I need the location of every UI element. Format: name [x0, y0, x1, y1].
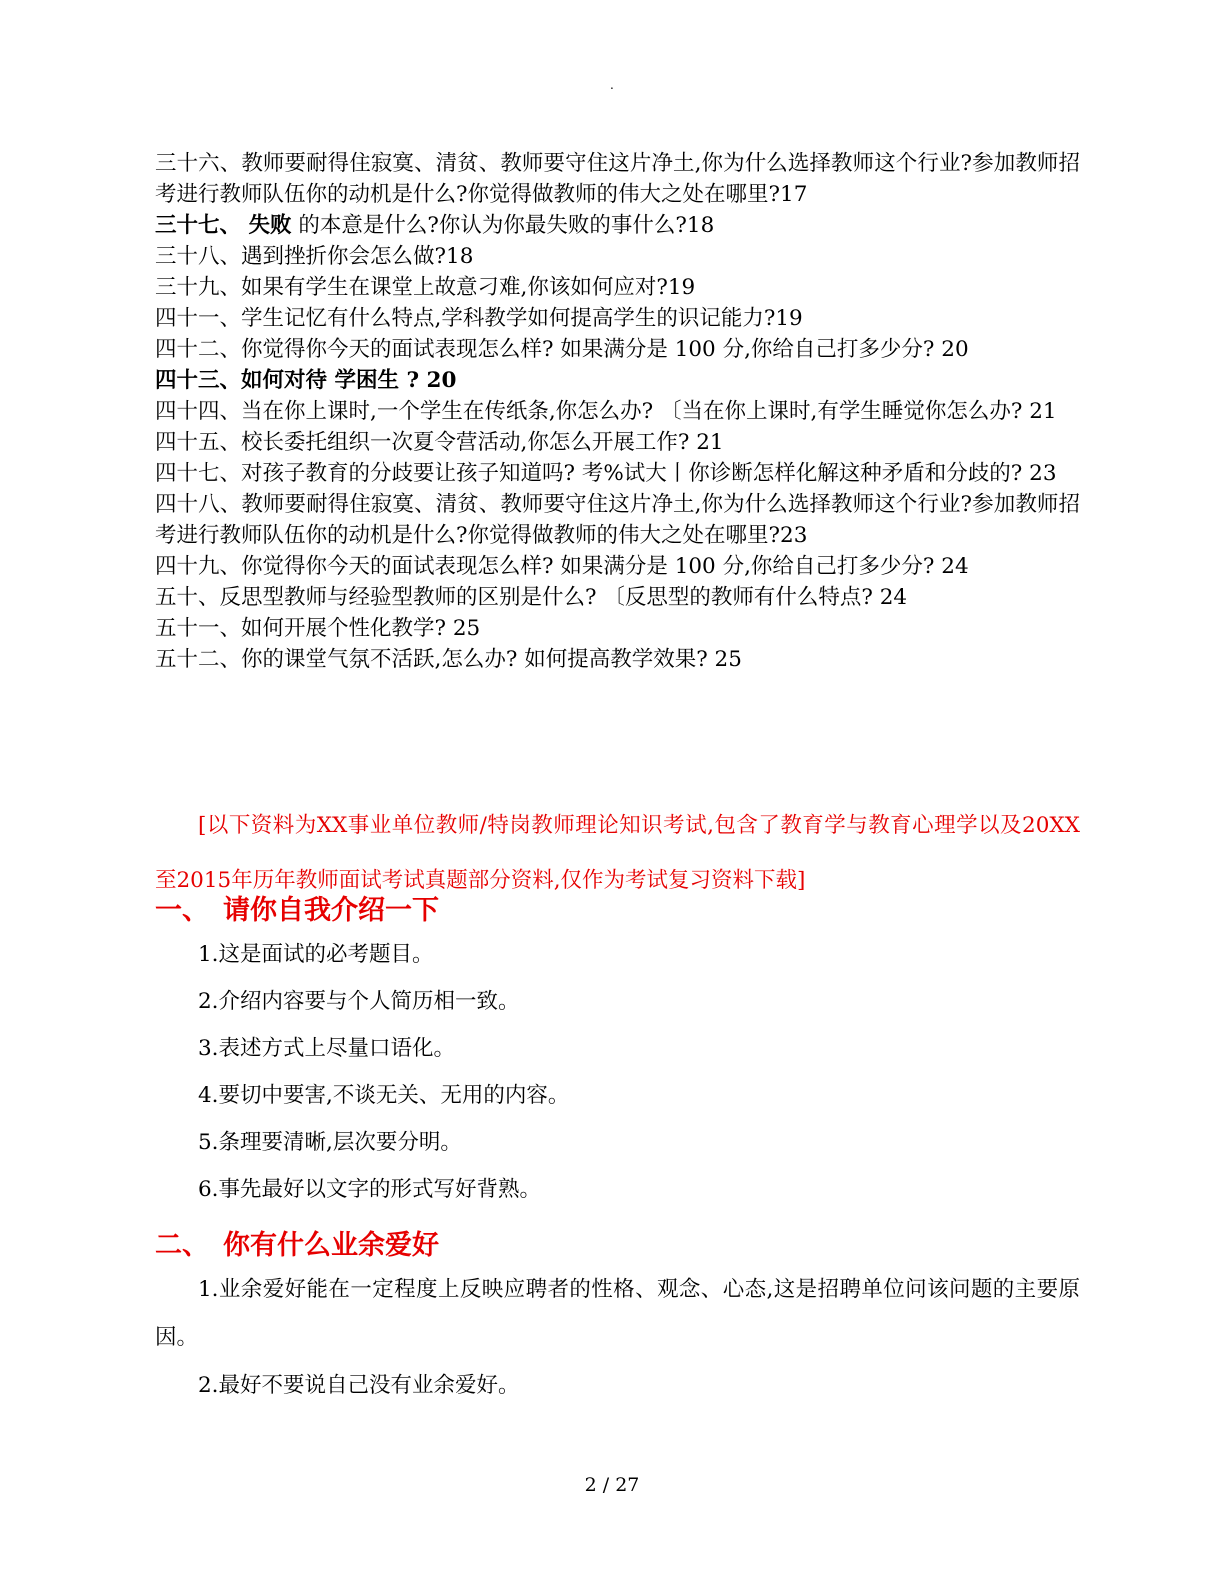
toc-entry: 四十二、你觉得你今天的面试表现怎么样? 如果满分是 100 分,你给自己打多少分? 20: [155, 337, 969, 362]
resource-notice: [以下资料为XX事业单位教师/特岗教师理论知识考试,包含了教育学与教育心理学以及20XX至2015年历年教师面试考试真题部分资料,仅作为考试复习资料下载]: [155, 813, 1080, 893]
list-item: 2.介绍内容要与个人简历相一致。: [198, 989, 520, 1014]
section-heading: [155, 1226, 1080, 1266]
section-number: 二、: [155, 1230, 209, 1261]
toc-entry-rest: 的本意是什么?你认为你最失败的事什么?18: [291, 213, 715, 238]
toc-entry: 四十三、如何对待 学困生 ? 20: [155, 368, 457, 393]
table-of-contents: [155, 148, 1080, 675]
toc-entry: 四十一、学生记忆有什么特点,学科教学如何提高学生的识记能力?19: [155, 306, 803, 331]
toc-entry: 三十九、如果有学生在课堂上故意刁难,你该如何应对?19: [155, 275, 696, 300]
section-self-introduction: [155, 891, 1080, 1213]
list-item: 4.要切中要害,不谈无关、无用的内容。: [198, 1083, 570, 1108]
list-item: 6.事先最好以文字的形式写好背熟。: [198, 1177, 542, 1202]
toc-entry: 五十二、你的课堂气氛不活跃,怎么办? 如何提高教学效果? 25: [155, 647, 742, 672]
toc-entry: 五十、反思型教师与经验型教师的区别是什么? 〔反思型的教师有什么特点? 24: [155, 585, 908, 610]
header-mark: .: [610, 78, 614, 92]
section-title: 请你自我介绍一下: [223, 895, 439, 926]
page-number: 2 / 27: [584, 1474, 640, 1496]
toc-entry: 五十一、如何开展个性化教学? 25: [155, 616, 481, 641]
toc-entry: 三十八、遇到挫折你会怎么做?18: [155, 244, 474, 269]
list-item: 5.条理要清晰,层次要分明。: [198, 1130, 462, 1155]
section-title: 你有什么业余爱好: [223, 1230, 439, 1261]
toc-entry: 四十五、校长委托组织一次夏令营活动,你怎么开展工作? 21: [155, 430, 724, 455]
toc-entry: 三十六、教师要耐得住寂寞、清贫、教师要守住这片净土,你为什么选择教师这个行业?参加教师招考进行教师队伍你的动机是什么?你觉得做教师的伟大之处在哪里?17: [155, 151, 1080, 207]
list-item: 2.最好不要说自己没有业余爱好。: [198, 1373, 520, 1398]
list-item: 3.表述方式上尽量口语化。: [198, 1036, 456, 1061]
toc-entry: [155, 210, 1080, 241]
toc-entry: 四十七、对孩子教育的分歧要让孩子知道吗? 考%试大丨你诊断怎样化解这种矛盾和分歧的? 23: [155, 461, 1057, 486]
list-item: 1.这是面试的必考题目。: [198, 942, 434, 967]
section-items: [155, 1266, 1080, 1410]
list-item: 1.业余爱好能在一定程度上反映应聘者的性格、观念、心态,这是招聘单位问该问题的主要原因。: [155, 1277, 1080, 1350]
section-heading: [155, 891, 1080, 931]
section-hobbies: [155, 1226, 1080, 1410]
toc-entry: 四十九、你觉得你今天的面试表现怎么样? 如果满分是 100 分,你给自己打多少分? 24: [155, 554, 969, 579]
toc-entry: 四十四、当在你上课时,一个学生在传纸条,你怎么办? 〔当在你上课时,有学生睡觉你怎么办? 21: [155, 399, 1057, 424]
toc-entry: 四十八、教师要耐得住寂寞、清贫、教师要守住这片净土,你为什么选择教师这个行业?参加教师招考进行教师队伍你的动机是什么?你觉得做教师的伟大之处在哪里?23: [155, 492, 1080, 548]
toc-entry-bold-part: 三十七、 失败: [155, 213, 292, 238]
section-items: [155, 931, 1080, 1213]
section-number: 一、: [155, 895, 209, 926]
